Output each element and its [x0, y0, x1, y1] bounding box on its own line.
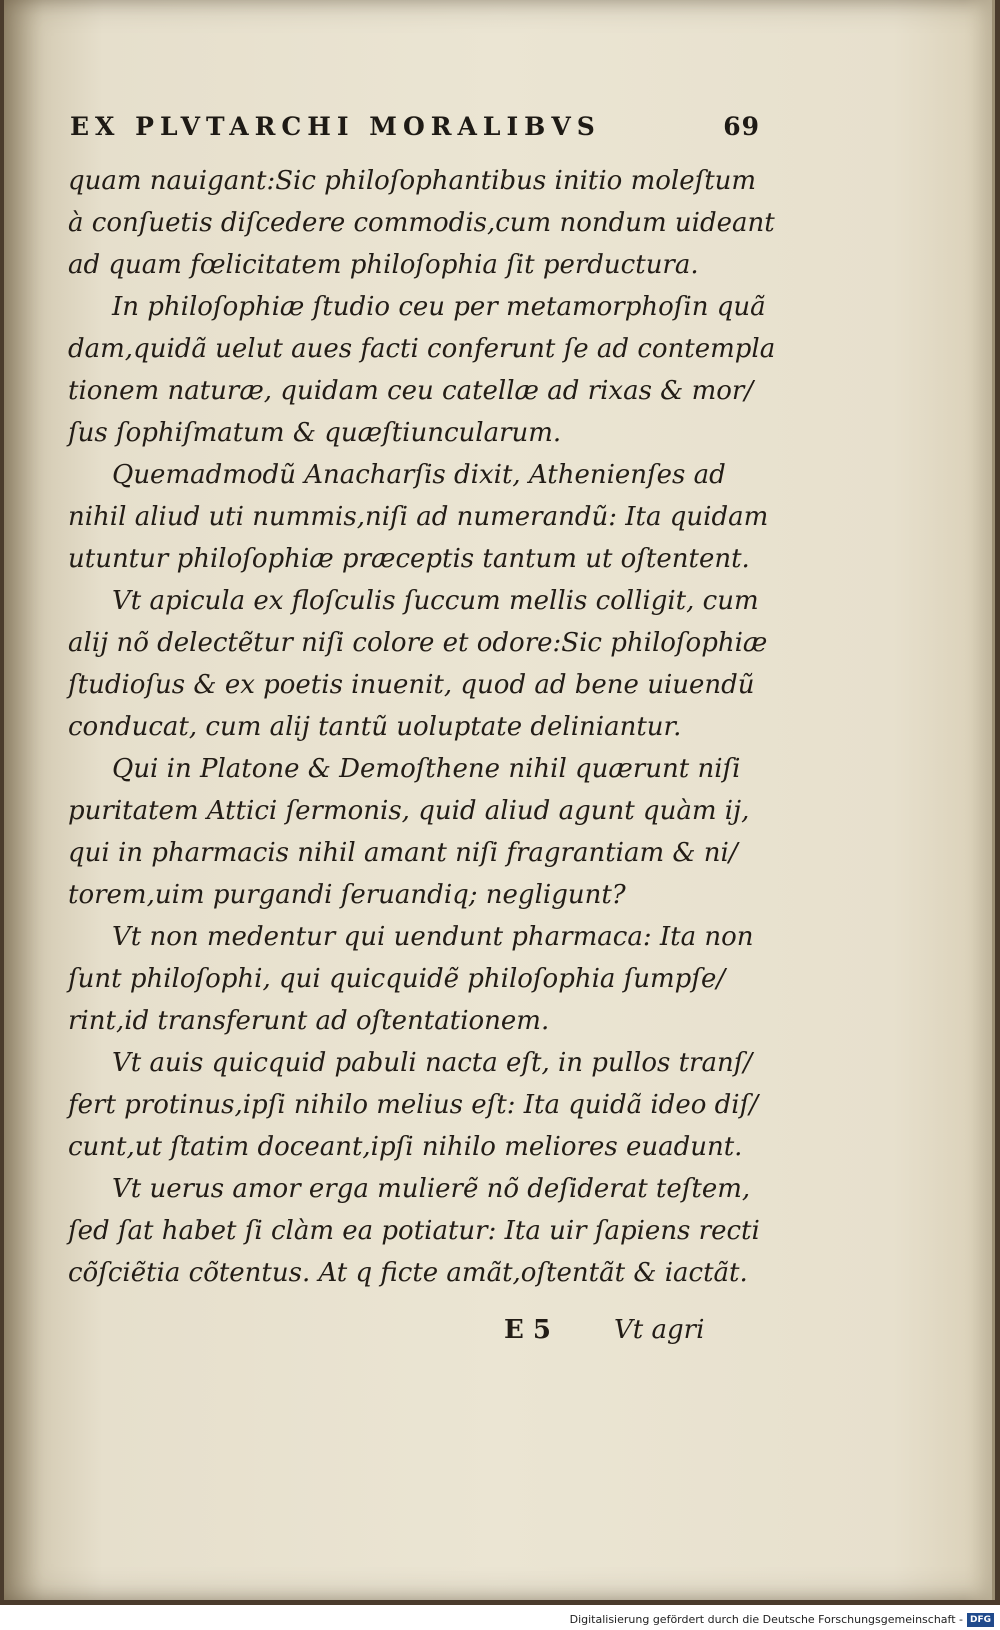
text-line: torem,uim purgandi ſeruandiq; negligunt? — [68, 880, 626, 910]
text-line: Qui in Platone & Demoſthene nihil quærunt niſi — [112, 754, 741, 784]
text-line: Vt auis quicquid pabuli nacta eſt, in pullos tranſ/ — [112, 1048, 753, 1078]
text-line: ad quam fœlicitatem philoſophia ſit perductura. — [68, 250, 699, 280]
running-title: EX PLVTARCHI MORALIBVS — [70, 112, 601, 141]
text-line: In philoſophiæ ſtudio ceu per metamorphoſin quã — [112, 292, 766, 322]
text-line: ſtudioſus & ex poetis inuenit, quod ad bene uiuendũ — [68, 670, 755, 700]
text-line: dam,quidã uelut aues facti conferunt ſe ad contempla — [68, 334, 776, 364]
folio-number: 69 — [723, 112, 760, 141]
text-line: ſed ſat habet ſi clàm ea potiatur: Ita uir ſapiens recti — [68, 1216, 760, 1246]
catchword: Vt agri — [614, 1315, 705, 1345]
running-header — [70, 112, 760, 152]
page-footer — [504, 1315, 764, 1355]
text-line: à conſuetis diſcedere commodis,cum nondum uideant — [68, 208, 775, 238]
text-line: Quemadmodũ Anacharſis dixit, Athenienſes ad — [112, 460, 726, 490]
digitization-credit — [570, 1611, 994, 1629]
text-line: Vt uerus amor erga mulierẽ nõ deſiderat teſtem, — [112, 1174, 751, 1204]
text-line: ſus ſophiſmatum & quæſtiuncularum. — [68, 418, 562, 448]
text-line: quam nauigant:Sic philoſophantibus initio moleſtum — [68, 166, 757, 196]
text-line: cõſciẽtia cõtentus. At q ficte amãt,oſtentãt & iactãt. — [68, 1258, 748, 1288]
body-text — [68, 160, 776, 1294]
text-line: puritatem Attici ſermonis, quid aliud agunt quàm ij, — [68, 796, 750, 826]
text-line: fert protinus,ipſi nihilo melius eſt: Ita quidã ideo diſ/ — [68, 1090, 758, 1120]
text-line: Vt apicula ex floſculis ſuccum mellis colligit, cum — [112, 586, 759, 616]
text-line: cunt,ut ſtatim doceant,ipſi nihilo meliores euadunt. — [68, 1132, 743, 1162]
text-line: tionem naturæ, quidam ceu catellæ ad rixas & mor/ — [68, 376, 754, 406]
credit-text: Digitalisierung gefördert durch die Deutsche Forschungsgemeinschaft - — [569, 1613, 963, 1626]
signature-mark: E 5 — [504, 1315, 551, 1345]
text-line: utuntur philoſophiæ præceptis tantum ut oſtentent. — [68, 544, 750, 574]
text-line: ſunt philoſophi, qui quicquidẽ philoſophia ſumpſe/ — [68, 964, 726, 994]
text-line: rint,id transferunt ad oſtentationem. — [68, 1006, 550, 1036]
text-line: nihil aliud uti nummis,niſi ad numerandũ: Ita quidam — [68, 502, 769, 532]
text-line: alij nõ delectẽtur niſi colore et odore:Sic philoſophiæ — [68, 628, 768, 658]
text-line: qui in pharmacis nihil amant niſi fragrantiam & ni/ — [68, 838, 738, 868]
dfg-logo: DFG — [967, 1613, 994, 1627]
text-line: Vt non medentur qui uendunt pharmaca: Ita non — [112, 922, 754, 952]
book-page — [4, 0, 995, 1600]
text-line: conducat, cum alij tantũ uoluptate deliniantur. — [68, 712, 682, 742]
